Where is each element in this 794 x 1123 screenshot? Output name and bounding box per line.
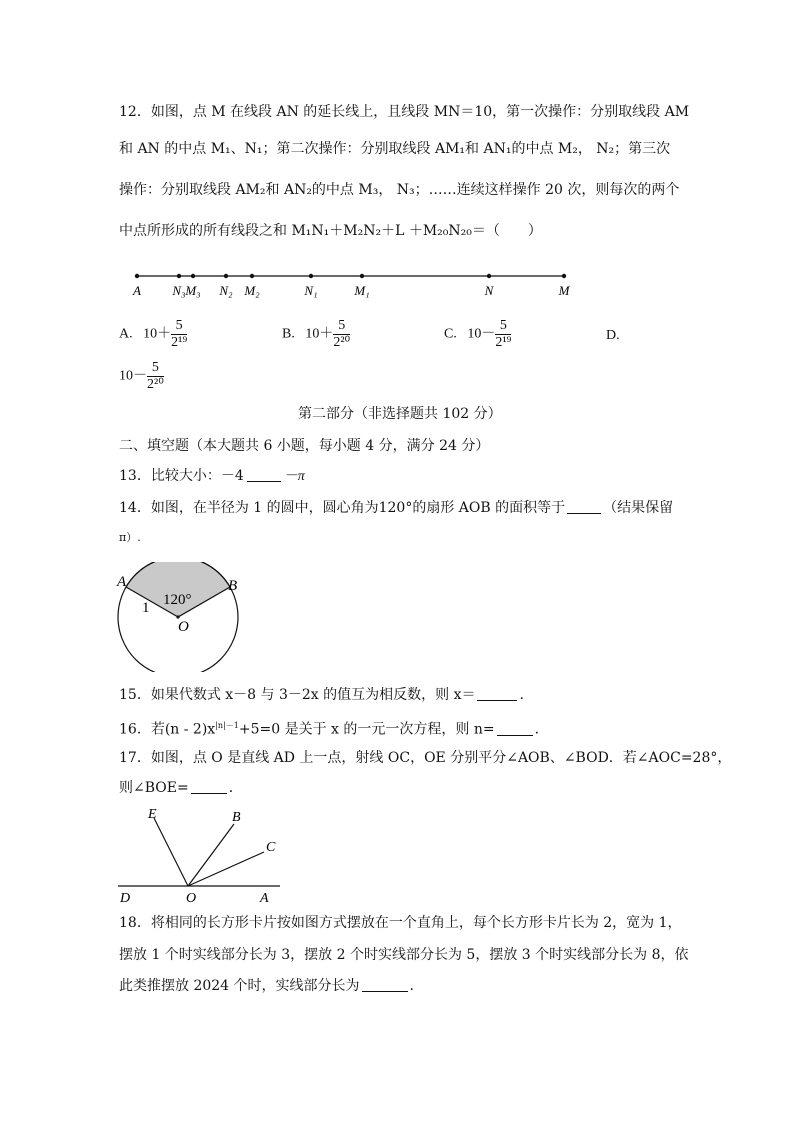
q12-line-2: 和 AN 的中点 M₁、N₁；第二次操作：分别取线段 AM₁和 AN₁的中点 M₂， N₂；第三次 [119,141,671,157]
option-b-num: 5 [333,318,350,335]
point-1 [177,274,181,278]
option-a-den: 2¹⁹ [171,335,188,350]
q13 [119,466,305,487]
q16-text: 16．若(n - 2)x [119,721,216,738]
q16-tail: . [534,721,540,738]
ray-oe [154,818,188,886]
q13-tail: －π [283,469,305,484]
q14-text: 14．如图，在半径为 1 的圆中，圆心角为120°的扇形 AOB 的面积等于 [119,500,566,516]
q15-tail: . [519,687,524,703]
q18-tail: . [409,978,414,994]
point-label-2: M₃ [185,283,201,298]
q17-line-2 [119,778,243,798]
radius-label: 1 [142,600,150,616]
q17-line-1: 17．如图，点 O 是直线 AD 上一点，射线 OC，OE 分别平分∠AOB、∠BOD．若∠AOC=28°， [119,750,732,766]
point-5 [309,274,313,278]
q16 [119,716,539,740]
option-a-num: 5 [171,318,187,335]
point-3 [224,274,228,278]
option-b-den: 2²⁰ [333,335,351,350]
q17-tail: ． [228,780,243,796]
q14-line-1 [119,498,673,518]
option-d-prefix: 10－ [119,368,147,384]
point-8 [562,274,566,278]
option-a-letter: A. [119,326,133,342]
q17-angle-figure [112,802,292,904]
q14-tail: （结果保留 [603,500,674,516]
ray-oc [188,852,264,886]
part2-title: 第二部分（非选择题共 102 分） [298,406,502,422]
point-label-4: M₂ [244,283,260,298]
option-c-num: 5 [495,318,511,335]
label-o: O [186,891,197,904]
point-label-6: M₁ [354,283,370,298]
point-6 [360,274,364,278]
label-a: A [117,574,127,590]
q14-answer-blank[interactable] [567,499,601,514]
q16-exponent: |n|－1 [215,721,239,730]
q15-text: 15．如果代数式 x－8 与 3－2x 的值互为相反数，则 x＝ [119,687,476,703]
q13-text: 13．比较大小：－4 [119,468,244,484]
q12-line-3: 操作：分别取线段 AM₂和 AN₂的中点 M₃， N₃；……连续这样操作 20 次，则每次的两个 [119,182,680,198]
point-label-7: N [484,283,494,298]
option-b-prefix: 10＋ [305,326,334,342]
q15-answer-blank[interactable] [477,686,517,701]
q12-line-4: 中点所形成的所有线段之和 M₁N₁＋M₂N₂＋L ＋M₂₀N₂₀＝（ ） [119,223,542,239]
point-label-5: N₁ [304,283,318,298]
q18-line-3 [119,976,414,996]
option-c-fraction [495,318,511,351]
q17-answer-blank[interactable] [191,779,227,794]
q16-mid: +5=0 是关于 x 的一元一次方程，则 n= [238,721,495,738]
q17-text: 则∠BOE= [119,780,189,796]
ray-ob [188,824,234,886]
label-b: B [232,810,241,825]
angle-label: 120° [163,592,192,608]
q12-option-d[interactable] [119,360,164,393]
point-label-1: N₃ [172,283,186,298]
q12-line-1: 12．如图，点 M 在线段 AN 的延长线上，且线段 MN＝10，第一次操作：分别取线段 AM [119,104,690,120]
point-label-8: M [558,283,570,298]
label-c: C [266,840,276,855]
point-label-3: N₂ [219,283,233,298]
option-d-num: 5 [147,360,164,377]
q18-line-2: 摆放 1 个时实线部分长为 3，摆放 2 个时实线部分长为 5，摆放 3 个时实线部分长为 8，依 [119,947,689,963]
point-2 [191,274,195,278]
option-a-prefix: 10＋ [143,326,172,342]
q12-option-a[interactable] [119,318,187,351]
q12-option-c[interactable] [444,318,511,351]
q18-line-1: 18．将相同的长方形卡片按如图方式摆放在一个直角上，每个长方形卡片长为 2，宽为 1， [119,915,682,931]
option-c-prefix: 10－ [467,326,496,342]
q12-segment-figure [120,262,590,302]
option-b-fraction [333,318,350,351]
q14-line-2: π）. [119,531,141,544]
option-c-letter: C. [444,326,457,342]
q16-answer-blank[interactable] [497,721,533,736]
option-c-den: 2¹⁹ [495,335,512,350]
label-b: B [228,578,238,594]
point-4 [250,274,254,278]
option-b-letter: B. [282,326,295,342]
point-7 [487,274,491,278]
q15 [119,685,524,705]
label-e: E [148,807,157,822]
q18-answer-blank[interactable] [362,977,408,992]
q12-option-d-letter[interactable]: D. [606,328,620,343]
q13-answer-blank[interactable] [247,467,281,482]
option-a-fraction [171,318,187,351]
section2-header: 二、填空题（本大题共 6 小题，每小题 4 分，满分 24 分） [119,438,490,454]
option-d-den: 2²⁰ [147,377,164,392]
point-label-0: A [133,283,141,298]
label-o: O [178,619,189,635]
q14-circle-figure [112,562,247,672]
label-d: D [120,891,131,904]
label-a: A [260,891,269,904]
option-d-fraction [147,360,164,393]
q12-option-b[interactable] [282,318,350,351]
point-0 [135,274,139,278]
q18-text: 此类推摆放 2024 个时，实线部分长为 [119,978,360,994]
